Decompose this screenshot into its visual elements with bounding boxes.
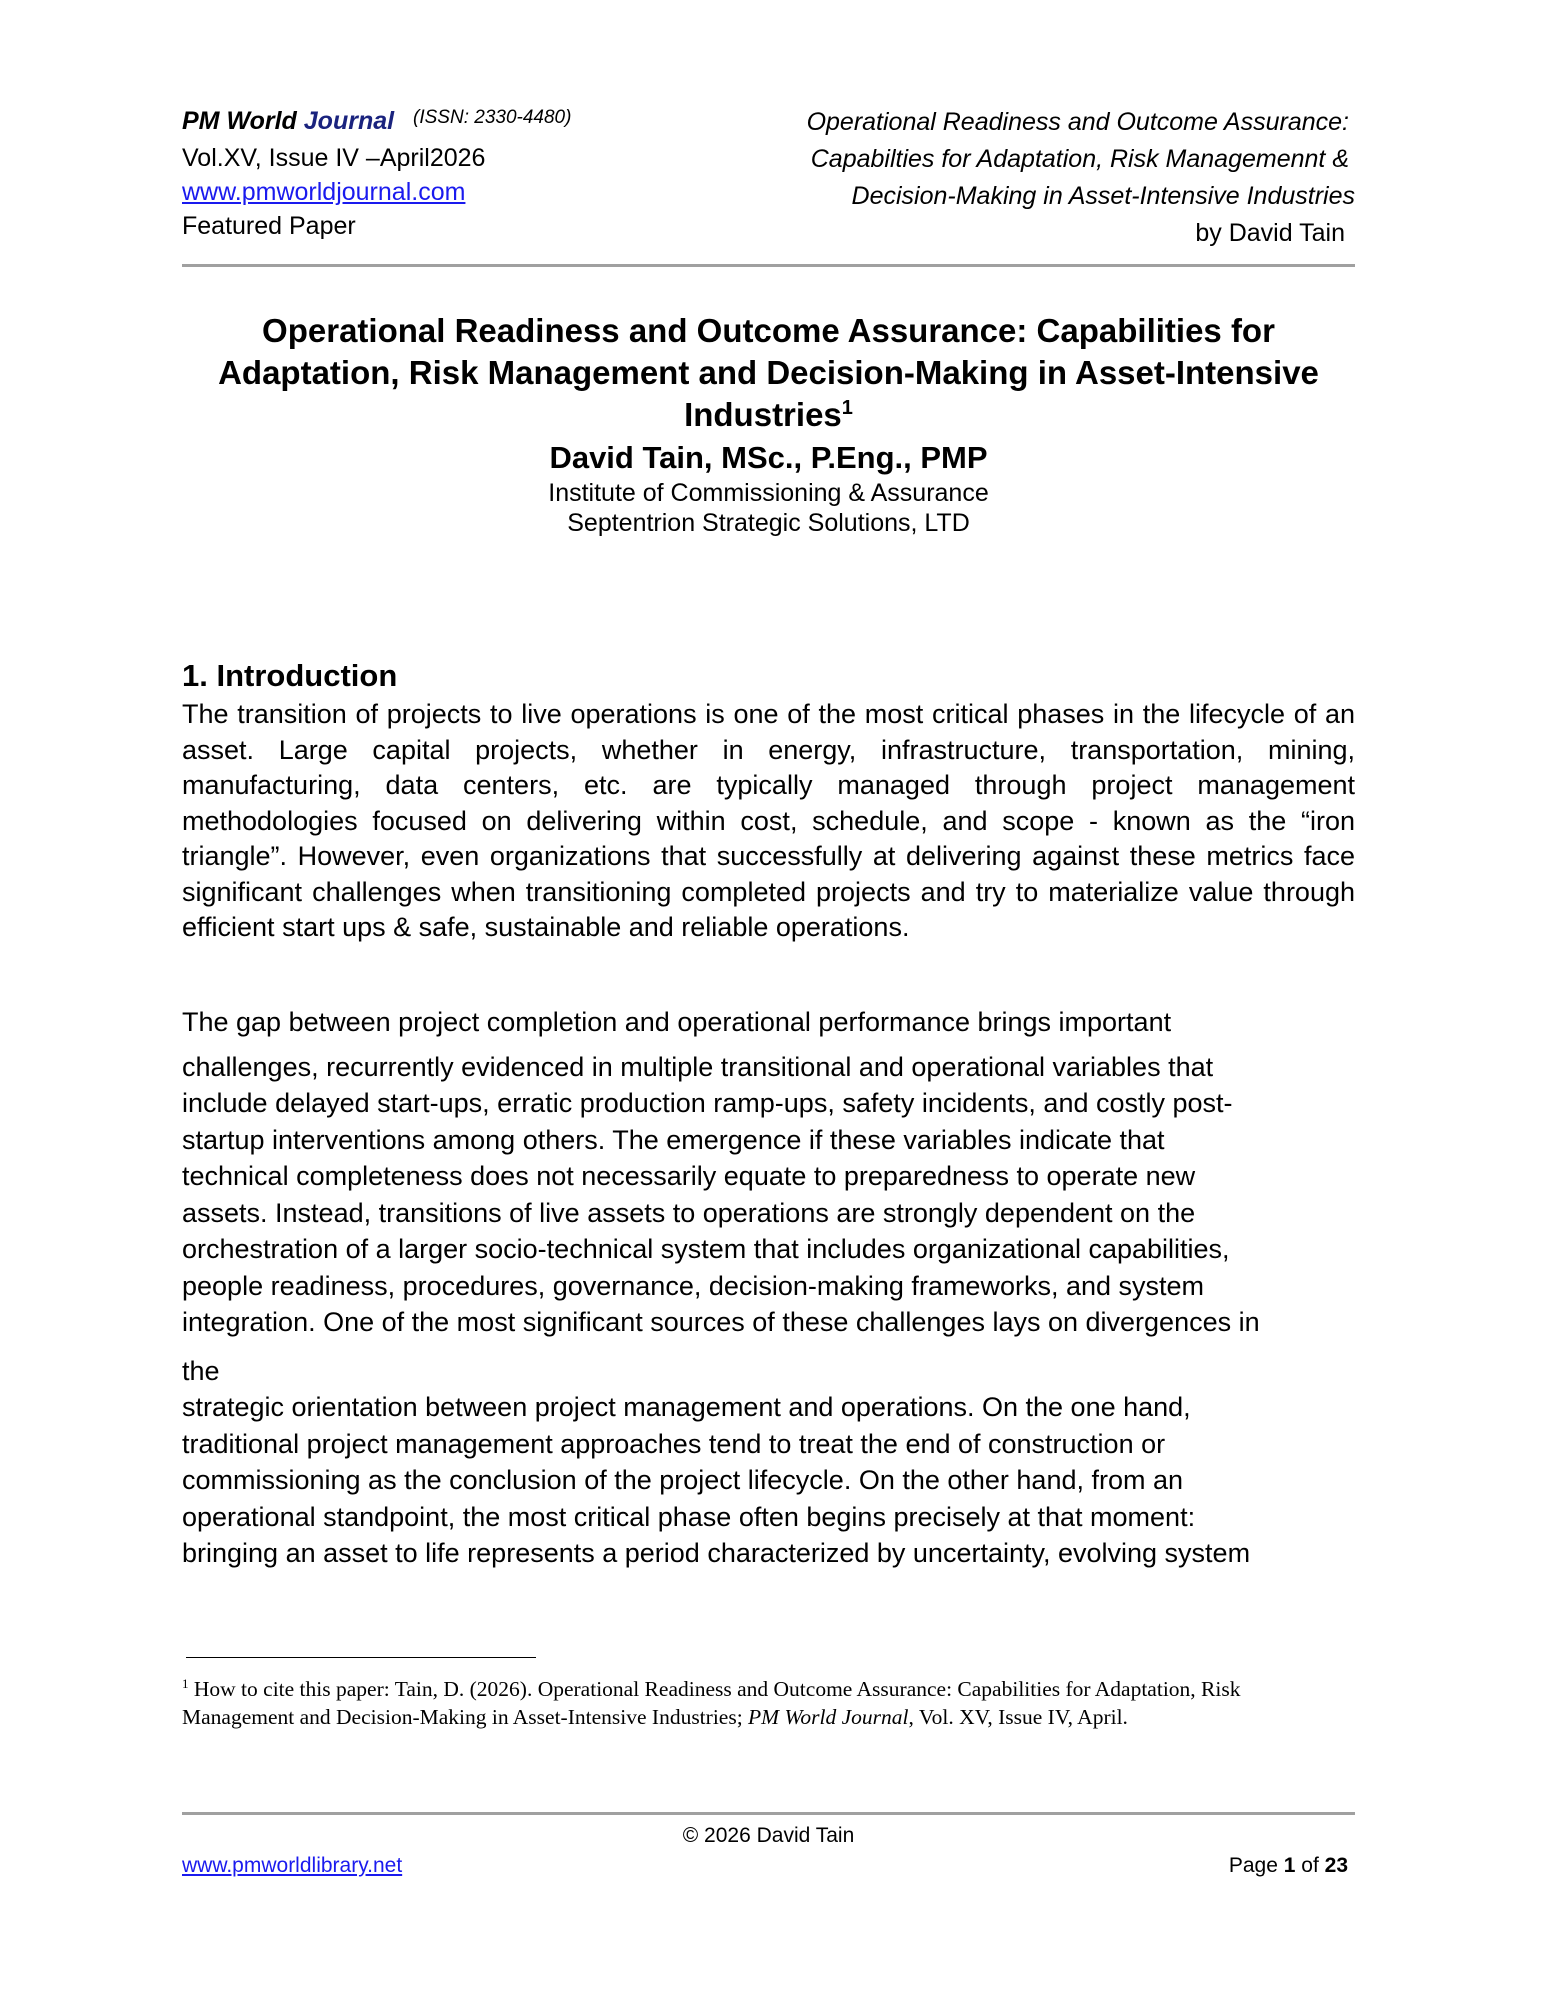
paragraph-2-line: the: [182, 1355, 220, 1386]
library-link[interactable]: www.pmworldlibrary.net: [182, 1854, 403, 1877]
affiliation-1: Institute of Commissioning & Assurance: [548, 479, 989, 507]
paragraph-2-line: strategic orientation between project management and operations. On the one hand,: [182, 1392, 1191, 1422]
footer-divider: [182, 1812, 1355, 1815]
header-left: [182, 104, 682, 243]
title-line-3: Industries: [684, 396, 842, 433]
paragraph-1: The transition of projects to live operations is one of the most critical phases in the lifecycle of an asset. Large capital projects, whether in energy, infrastructure, transportation, mining, manufacturing, data centers, etc. are typically managed through project management methodologies focused on delivering within cost, schedule, and scope - known as the “iron triangle”. However, even organizations that successfully at delivering against these metrics face significant challenges when transitioning completed projects and try to materialize value through efficient start ups & safe, sustainable and reliable operations.: [182, 699, 1355, 942]
footnote-text-end: , Vol. XV, Issue IV, April.: [908, 1705, 1128, 1730]
running-title-line-1: Operational Readiness and Outcome Assurance:: [806, 108, 1349, 136]
affiliation-2: Septentrion Strategic Solutions, LTD: [567, 509, 970, 537]
volume-issue: Vol.XV, Issue IV –April2026: [182, 144, 486, 172]
title-footnote-ref[interactable]: 1: [841, 397, 853, 419]
paragraph-2-line: traditional project management approaches tend to treat the end of construction or: [182, 1428, 1166, 1459]
paragraph-2-line: integration. One of the most significant sources of these challenges lays on divergences in: [182, 1307, 1260, 1337]
paragraph-2-line: include delayed start-ups, erratic production ramp-ups, safety incidents, and costly post-: [182, 1088, 1233, 1118]
copyright: © 2026 David Tain: [682, 1824, 855, 1847]
paper-type: Featured Paper: [182, 212, 356, 240]
journal-name-line: [182, 104, 682, 141]
page-prefix: Page: [1228, 1854, 1278, 1877]
page-total: 23: [1324, 1854, 1348, 1877]
header-divider: [182, 264, 1355, 267]
paragraph-2-line: The gap between project completion and operational performance brings important: [182, 1007, 1172, 1037]
footnote-number: 1: [182, 1676, 189, 1691]
footnote: [182, 1670, 1342, 1731]
footnote-text: How to cite this paper: Tain, D. (2026). Operational Readiness and Outcome Assurance: Capabilities for Adaptation, Risk Management and Decision-Making in Asset-Intensive Industries;: [182, 1677, 1241, 1730]
paragraph-2-line: orchestration of a larger socio-technical system that includes organizational capabilities,: [182, 1234, 1230, 1264]
paragraph-2-line: startup interventions among others. The emergence if these variables indicate that: [182, 1124, 1165, 1155]
running-header: [635, 104, 1355, 252]
page-of: of: [1301, 1854, 1319, 1877]
journal-name-label: Journal: [303, 107, 395, 135]
author-affiliations: [182, 478, 1355, 538]
author-name: David Tain, MSc., P.Eng., PMP: [549, 440, 988, 475]
issn-label: (ISSN: 2330-4480): [413, 107, 572, 128]
footnote-divider: [186, 1657, 536, 1658]
footnote-journal-italic: PM World Journal: [748, 1705, 909, 1730]
page-number: [1229, 1852, 1348, 1880]
paper-title: [182, 310, 1355, 436]
paragraph-2-line: operational standpoint, the most critical phase often begins precisely at that moment:: [182, 1501, 1196, 1532]
running-author: by David Tain: [1195, 219, 1345, 247]
paragraph-2-line: commissioning as the conclusion of the project lifecycle. On the other hand, from an: [182, 1465, 1184, 1495]
title-line-2: Adaptation, Risk Management and Decision-Making in Asset-Intensive: [218, 354, 1319, 391]
section-heading: 1. Introduction: [182, 658, 398, 693]
running-title-line-3: Decision-Making in Asset-Intensive Industries: [851, 182, 1355, 210]
paragraph-2-line: bringing an asset to life represents a period characterized by uncertainty, evolving system: [182, 1538, 1251, 1568]
journal-website-link[interactable]: www.pmworldjournal.com: [182, 178, 466, 206]
title-line-1: Operational Readiness and Outcome Assurance: Capabilities for: [262, 312, 1275, 349]
page-current: 1: [1283, 1854, 1296, 1877]
paragraph-2-line: people readiness, procedures, governance, decision-making frameworks, and system: [182, 1270, 1205, 1301]
journal-pm-label: PM World: [182, 107, 297, 135]
paragraph-2-line: assets. Instead, transitions of live assets to operations are strongly dependent on the: [182, 1197, 1196, 1228]
paragraph-2: [182, 1004, 1382, 1572]
paragraph-2-line: challenges, recurrently evidenced in multiple transitional and operational variables that: [182, 1051, 1214, 1082]
paragraph-2-line: technical completeness does not necessarily equate to preparedness to operate new: [182, 1161, 1196, 1191]
running-title-line-2: Capabilties for Adaptation, Risk Managemennt &: [810, 145, 1349, 173]
